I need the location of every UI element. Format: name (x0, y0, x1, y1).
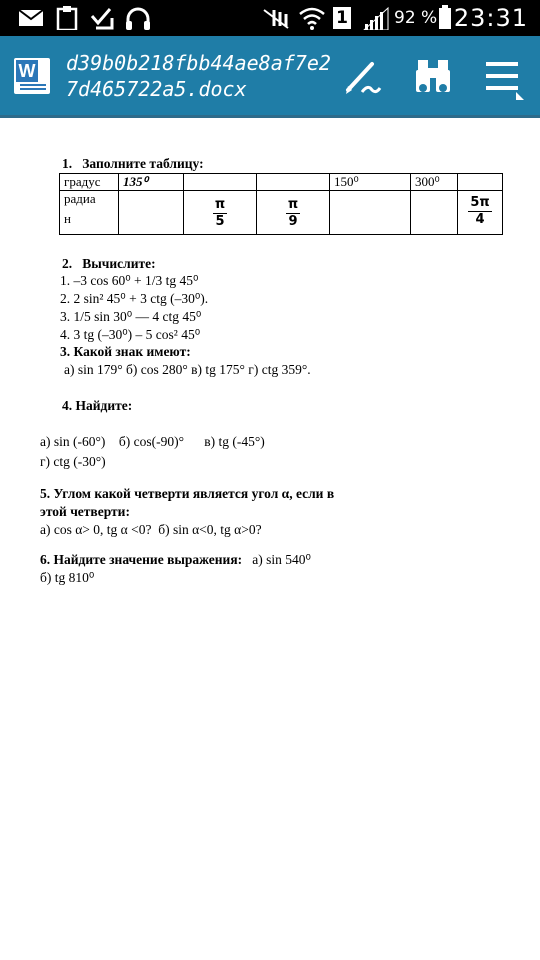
q1-heading (62, 156, 204, 172)
clock: 23:31 (453, 4, 528, 32)
q2-item: 1. –3 cos 60⁰ + 1/3 tg 45⁰ (60, 273, 199, 288)
table-cell: 150⁰ (330, 174, 411, 191)
table-cell (257, 191, 330, 235)
radian-label-part1: радиа (64, 191, 96, 206)
headphones-icon (124, 6, 152, 30)
table-cell (458, 191, 503, 235)
overflow-indicator-icon (516, 92, 524, 100)
fraction-5pi-4 (468, 195, 491, 228)
table-cell (184, 174, 257, 191)
status-bar (0, 0, 540, 36)
q5-line2: этой четверти: (40, 504, 130, 519)
fraction-pi-9 (286, 197, 300, 230)
q6-line (40, 552, 311, 568)
battery-icon (438, 5, 452, 29)
document-title-line1: d39b0b218fbb44ae8af7e2 (66, 51, 331, 75)
sim-indicator: 1 (333, 7, 351, 29)
q4-heading: 4. Найдите: (62, 398, 133, 413)
q2-item: 4. 3 tg (–30⁰) – 5 cos² 45⁰ (60, 327, 201, 342)
mute-icon (262, 6, 294, 30)
q5-line1: 5. Углом какой четверти является угол α, если в (40, 486, 335, 501)
table-cell (119, 191, 184, 235)
word-document-icon: W (14, 58, 50, 94)
q6-part-b: б) tg 810⁰ (40, 570, 95, 585)
document-title-line2: 7d465722a5.docx (66, 77, 247, 101)
table-cell (184, 191, 257, 235)
signal-icon (362, 6, 390, 30)
mail-icon (18, 6, 44, 30)
table-cell (411, 191, 458, 235)
q6-title: 6. Найдите значение выражения: (40, 552, 243, 567)
q4-line2: г) ctg (-30°) (40, 454, 106, 469)
table-cell: градус (60, 174, 119, 191)
table-cell (257, 174, 330, 191)
checklist-icon (90, 6, 116, 30)
q6-part-a: а) sin 540⁰ (252, 552, 311, 567)
angle-table (59, 173, 503, 235)
q4-line1: а) sin (-60°) б) cos(-90)° в) tg (-45°) (40, 434, 265, 449)
q2-item: 3. 1/5 sin 30⁰ — 4 ctg 45⁰ (60, 309, 202, 324)
table-row (60, 174, 503, 191)
document-title (66, 50, 331, 102)
clipboard-icon (56, 6, 78, 30)
table-cell: 300⁰ (411, 174, 458, 191)
q2-number: 2. (62, 256, 73, 271)
fraction-denominator: 4 (475, 212, 485, 227)
q1-title: Заполните таблицу: (82, 156, 204, 171)
q5-line3: а) cos α> 0, tg α <0? б) sin α<0, tg α>0? (40, 522, 262, 537)
q2-item: 2. 2 sin² 45⁰ + 3 ctg (–30⁰). (60, 291, 209, 306)
fraction-denominator: 5 (215, 214, 225, 229)
menu-button[interactable] (478, 54, 530, 106)
table-cell (60, 191, 119, 235)
q2-title: Вычислите: (82, 256, 156, 271)
wifi-icon (298, 6, 326, 30)
binoculars-icon[interactable] (410, 54, 456, 100)
q3-items: а) sin 179° б) cos 280° в) tg 175° г) ctg 359°. (64, 362, 311, 377)
app-bar (0, 36, 540, 118)
table-row (60, 191, 503, 235)
table-cell (458, 174, 503, 191)
fraction-numerator: π (287, 197, 299, 212)
radian-label-part2: н (64, 211, 71, 226)
fraction-denominator: 9 (288, 214, 298, 229)
q2-heading (62, 256, 156, 272)
fraction-pi-5 (213, 197, 227, 230)
table-cell: 135⁰ (119, 174, 184, 191)
q3-heading: 3. Какой знак имеют: (60, 344, 191, 359)
table-cell (330, 191, 411, 235)
fraction-numerator: 5π (470, 195, 490, 210)
q1-number: 1. (62, 156, 73, 171)
battery-percent: 92 % (394, 8, 438, 28)
fraction-numerator: π (214, 197, 226, 212)
document-page[interactable] (0, 118, 540, 960)
edit-pen-icon[interactable] (338, 54, 384, 100)
